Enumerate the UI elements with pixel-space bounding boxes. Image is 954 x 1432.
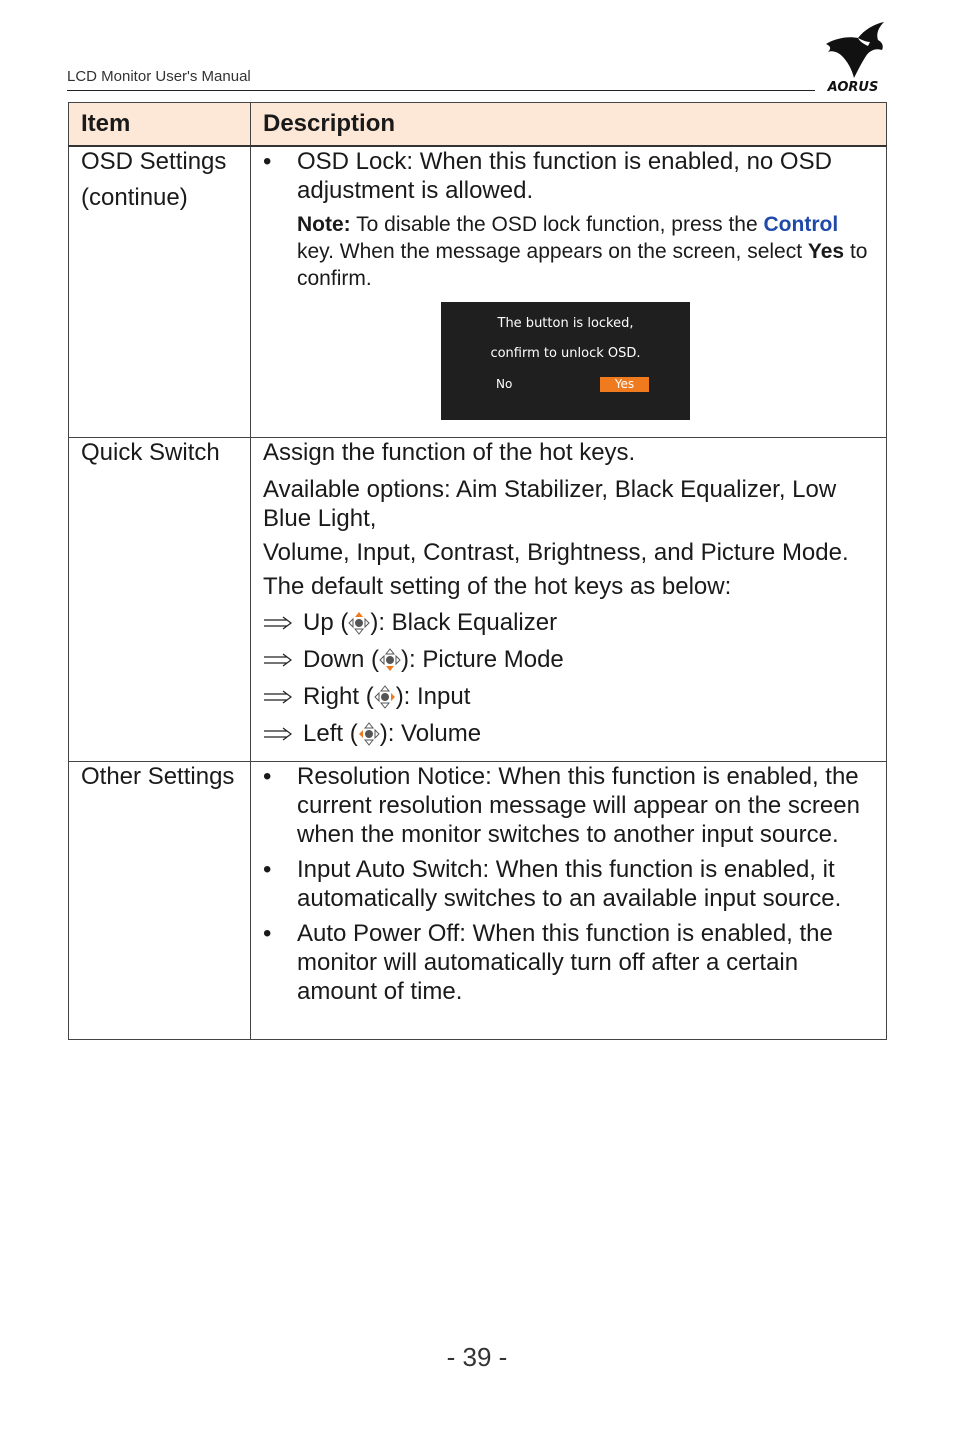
item-label-line2: (continue) [81,184,188,211]
hotkey-label-post: ): Picture Mode [401,646,564,673]
note-text: To disable the OSD lock function, press the [350,213,764,236]
hotkey-left [263,717,874,751]
bullet-dot: • [263,148,272,175]
bullet-dot: • [263,855,272,883]
dialog-message-line2: confirm to unlock OSD. [490,346,641,361]
dialog-yes-button[interactable]: Yes [600,377,649,392]
quick-switch-options: Available options: Aim Stabilizer, Black Equalizer, Low Blue Light, [263,475,837,532]
column-header-item: Item [69,103,251,147]
hotkey-down [263,643,874,677]
note-text: key. When the message appears on the screen, select [297,240,808,263]
bullet-text: Resolution Notice: When this function is enabled, the current resolution message will appear on the screen when the monitor switches to another input source. [297,762,860,848]
control-key-label: Control [763,213,839,236]
quick-switch-intro: Assign the function of the hot keys. [263,438,636,466]
hotkey-label-pre: Down ( [303,646,380,673]
bullet-text: Input Auto Switch: When this function is enabled, it automatically switches to an available input source. [297,855,842,912]
description-cell [251,437,887,761]
quick-switch-default-intro: The default setting of the hot keys as below: [263,572,732,600]
settings-table [68,102,887,1040]
osd-lock-dialog [441,302,690,420]
table-header-row [69,103,887,147]
joystick-down-icon [379,648,401,672]
hotkey-list [263,606,874,751]
arrow-right-icon [263,727,293,741]
aorus-eagle-emblem [826,22,884,78]
description-cell [251,146,887,437]
item-cell: Quick Switch [69,437,251,761]
yes-label: Yes [807,240,845,263]
hotkey-right [263,680,874,714]
joystick-up-icon [348,611,370,635]
table-row-quick-switch [69,437,887,761]
item-label-line1: OSD Settings [81,148,227,175]
column-header-description: Description [251,103,887,147]
aorus-logo-text: AORUS [827,80,879,94]
hotkey-up [263,606,874,640]
manual-title: LCD Monitor User's Manual [67,68,251,85]
hotkey-label-post: ): Volume [379,720,482,747]
header-rule [67,90,815,91]
joystick-left-icon [358,722,380,746]
note-label: Note: [297,213,351,236]
quick-switch-options-cont: Volume, Input, Contrast, Brightness, and Picture Mode. [263,538,849,566]
hotkey-label-pre: Right ( [303,683,374,710]
bullet-input-auto-switch [263,855,874,913]
bullet-resolution-notice [263,762,874,849]
joystick-right-icon [374,685,396,709]
item-cell [69,146,251,437]
arrow-right-icon [263,653,293,667]
arrow-right-icon [263,690,293,704]
hotkey-label-post: ): Input [395,683,471,710]
osd-lock-note [263,211,874,292]
table-row-osd-settings [69,146,887,437]
table-row-other-settings [69,761,887,1039]
bullet-text: OSD Lock: When this function is enabled, no OSD adjustment is allowed. [297,148,832,204]
description-cell [251,761,887,1039]
bullet-text: Auto Power Off: When this function is enabled, the monitor will automatically turn off after a certain amount of time. [297,919,833,1005]
item-cell: Other Settings [69,761,251,1039]
page-number: - 39 - [446,1342,508,1372]
bullet-dot: • [263,762,272,790]
arrow-right-icon [263,616,293,630]
bullet-osd-lock [263,147,874,205]
note-text: to confirm. [297,240,868,290]
hotkey-label-pre: Up ( [303,609,349,636]
dialog-no-button[interactable]: No [496,377,513,391]
bullet-auto-power-off [263,919,874,1006]
hotkey-label-pre: Left ( [303,720,358,747]
aorus-logo [818,20,888,94]
bullet-dot: • [263,919,272,947]
hotkey-label-post: ): Black Equalizer [370,609,558,636]
dialog-message-line1: The button is locked, [497,316,634,331]
